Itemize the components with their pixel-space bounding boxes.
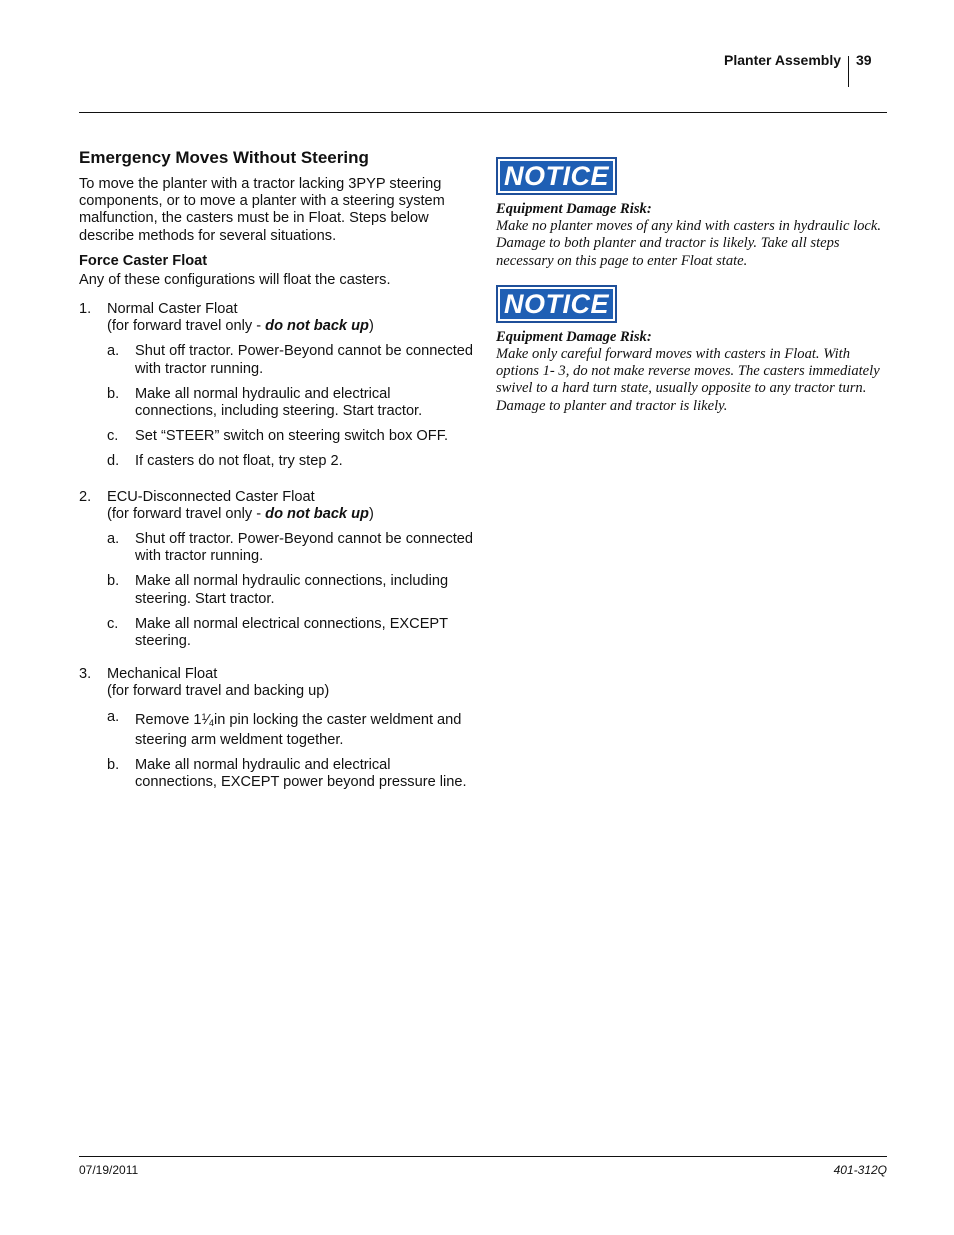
- notice-badge: [496, 157, 617, 195]
- subitem-letter: a.: [107, 708, 120, 725]
- list-subitem: [107, 573, 474, 607]
- list-subitem: [107, 453, 474, 470]
- notice-label: NOTICE: [500, 161, 613, 191]
- subitem-text: Make all normal hydraulic and electrical connections, EXCEPT power beyond pressure line.: [135, 757, 467, 791]
- item-note: [107, 506, 474, 523]
- subitem-letter: a.: [107, 531, 120, 548]
- item-number: 2.: [79, 488, 92, 505]
- subitem-rest: in pin locking the caster weldment and steering arm weldment together.: [135, 711, 462, 748]
- item-title: Normal Caster Float: [107, 301, 238, 318]
- list-subitem: [107, 757, 474, 791]
- subsection-title: Force Caster Float: [79, 252, 208, 269]
- fraction: $^1⁄_4$: [201, 711, 214, 728]
- notice-text: Make only careful forward moves with casters in Float. With options 1- 3, do not make reverse moves. The casters immediately swivel to a hard turn state, usually opposite to any tractor turn. Damage to planter and tractor is likely.: [496, 346, 880, 414]
- list-item: [79, 301, 474, 471]
- fraction-denominator: 4: [208, 717, 214, 728]
- note-close: ): [368, 318, 374, 335]
- footer-doc-number: 401-312Q: [833, 1163, 887, 1177]
- list-subitem: [107, 709, 474, 749]
- intro-paragraph: To move the planter with a tractor lacking 3PYP steering components, or to move a planter with a steering system malfunction, the casters must be in Float. Steps below describe methods for several situations.: [79, 176, 445, 244]
- list-item: [79, 666, 474, 791]
- subsection-intro: Any of these configurations will float the casters.: [79, 271, 391, 288]
- subitem-letter: b.: [107, 385, 120, 402]
- subitem-text: If casters do not float, try step 2.: [135, 453, 343, 470]
- section-title: Emergency Moves Without Steering: [79, 148, 369, 167]
- item-note: (for forward travel and backing up): [107, 683, 330, 700]
- notice-risk-title: Equipment Damage Risk:: [496, 201, 652, 217]
- list-subitem: [107, 616, 474, 650]
- subitem-text: Make all normal hydraulic connections, including steering. Start tractor.: [135, 573, 449, 607]
- note-text: (for forward travel only -: [107, 505, 266, 522]
- subitem-text: [135, 712, 461, 748]
- subitem-text: Shut off tractor. Power-Beyond cannot be connected with tractor running.: [135, 531, 474, 565]
- note-close: ): [368, 505, 374, 522]
- left-column: [79, 148, 474, 791]
- header-rule: [79, 112, 887, 113]
- subitem-text: Make all normal electrical connections, EXCEPT steering.: [135, 615, 448, 650]
- footer-date: 07/19/2011: [79, 1163, 139, 1177]
- notice-risk-title: Equipment Damage Risk:: [496, 328, 652, 345]
- notice-body: [496, 329, 886, 415]
- right-column: [496, 157, 886, 415]
- fraction-whole: Remove 1: [135, 711, 202, 728]
- subitem-text: Set “STEER” switch on steering switch box OFF.: [135, 428, 449, 445]
- item-title: ECU-Disconnected Caster Float: [107, 488, 315, 505]
- note-emphasis: do not back up: [265, 505, 369, 522]
- subitem-letter: d.: [107, 453, 120, 470]
- notice-text: Make no planter moves of any kind with casters in hydraulic lock. Damage to both planter and tractor is likely. Take all steps necessary on this page to enter Float state.: [496, 218, 882, 269]
- fraction-numerator: 1: [201, 711, 207, 722]
- subitem-letter: a.: [107, 343, 120, 360]
- list-subitem: [107, 428, 474, 445]
- notice-label: NOTICE: [500, 289, 613, 319]
- list-item: [79, 489, 474, 651]
- list-subitem: [107, 531, 474, 565]
- subitem-letter: b.: [107, 573, 120, 590]
- subitem-text: Shut off tractor. Power-Beyond cannot be connected with tractor running.: [135, 343, 474, 377]
- page-number: 39: [856, 52, 872, 68]
- subitem-letter: c.: [107, 615, 119, 632]
- note-text: (for forward travel only -: [107, 318, 266, 335]
- subitem-text: Make all normal hydraulic and electrical connections, including steering. Start tractor.: [135, 385, 423, 420]
- subitem-letter: b.: [107, 757, 120, 774]
- subitem-letter: c.: [107, 428, 119, 445]
- header-section-title: Planter Assembly: [724, 52, 841, 68]
- item-title: Mechanical Float: [107, 666, 218, 683]
- item-number: 1.: [79, 301, 92, 318]
- item-note: [107, 318, 474, 335]
- note-emphasis: do not back up: [265, 318, 369, 335]
- list-subitem: [107, 386, 474, 420]
- header-divider: [848, 56, 849, 87]
- notice-badge: [496, 285, 617, 323]
- list-subitem: [107, 343, 474, 377]
- item-number: 3.: [79, 666, 92, 683]
- footer-rule: [79, 1156, 887, 1157]
- notice-body: [496, 201, 886, 270]
